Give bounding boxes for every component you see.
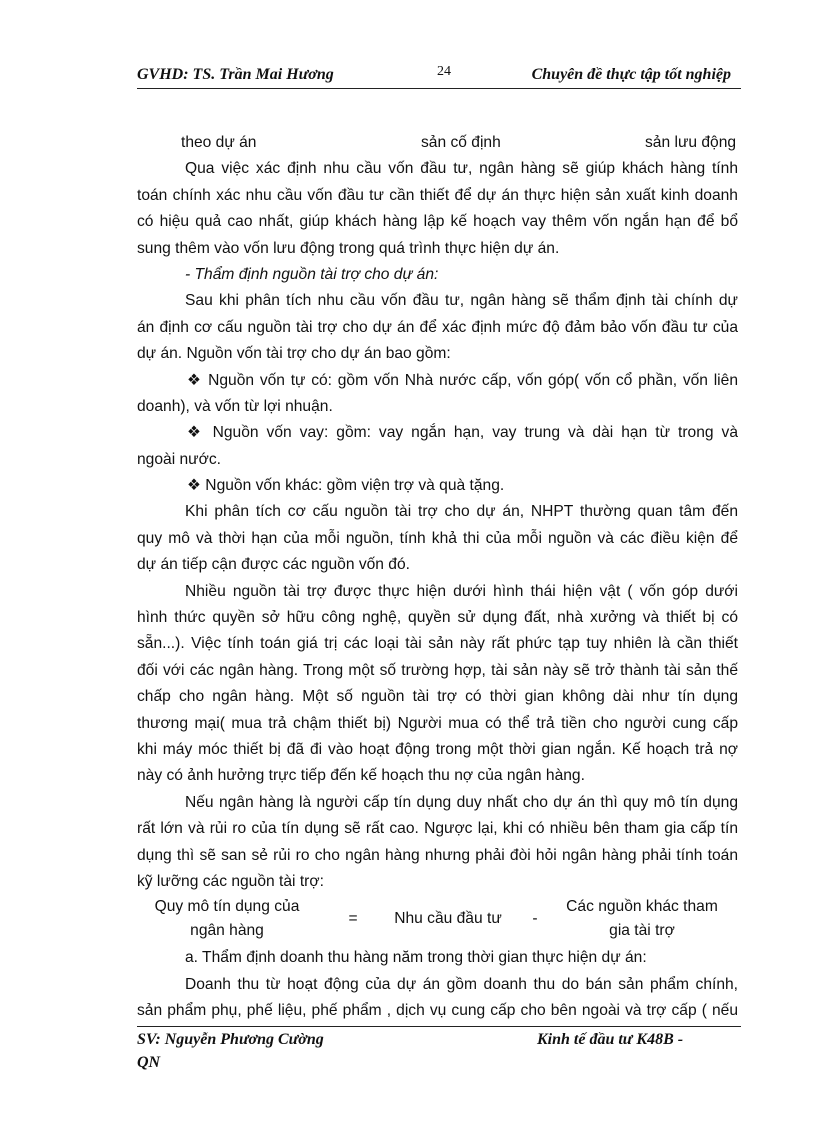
formula-term-other-sources: [557, 895, 727, 943]
text-line: đối với các ngân hàng. Trong một số trường hợp, tài sản này sẽ trở thành tài sản thế: [137, 661, 738, 679]
text-line: án định cơ cấu nguồn tài trợ cho dự án để xác định mức độ đảm bảo vốn đầu tư của: [137, 318, 738, 336]
text-line: có hiệu quả cao nhất, giúp khách hàng lập kế hoạch vay thêm vốn ngắn hạn để bổ: [137, 213, 738, 231]
table-cell: sản lưu động: [645, 134, 737, 151]
text-line: Qua việc xác định nhu cầu vốn đầu tư, ngân hàng sẽ giúp khách hàng tính: [185, 160, 738, 178]
formula-term-line: Các nguồn khác tham: [566, 898, 718, 916]
text-line: sản phẩm phụ, phế liệu, phế phẩm , dịch vụ cung cấp cho bên ngoài và trợ cấp ( nếu: [137, 1002, 738, 1020]
text-line: hình thức quyền sở hữu công nghệ, quyền sử dụng đất, nhà xưởng và thiết bị có: [137, 609, 738, 627]
student-name: SV: Nguyễn Phương Cường: [137, 1031, 324, 1048]
text-line: sẵn...). Việc tính toán giá trị các loại tài sản này rất phức tạp tuy nhiên là cần thiết: [137, 635, 738, 653]
text-line: Nếu ngân hàng là người cấp tín dụng duy nhất cho dự án thì quy mô tín dụng: [185, 793, 738, 811]
page-body: [137, 130, 738, 1025]
text-line: Doanh thu từ hoạt động của dự án gồm doanh thu do bán sản phẩm chính,: [185, 975, 738, 993]
text-line: dụng thì sẽ san sẻ rủi ro cho ngân hàng nhưng phải đòi hỏi ngân hàng phải tính toán: [137, 846, 738, 864]
text-line: rất lớn và rủi ro của tín dụng sẽ rất cao. Ngược lại, khi có nhiều bên tham gia cấp tín: [137, 820, 738, 838]
formula-lhs-line: Quy mô tín dụng của: [154, 898, 300, 916]
section-heading: - Thẩm định nguồn tài trợ cho dự án:: [185, 265, 439, 283]
supervisor-label: GVHD: TS. Trần Mai Hương: [137, 66, 334, 83]
formula-equals: =: [348, 910, 358, 928]
text-line: ngoài nước.: [137, 450, 221, 468]
text-line: Khi phân tích cơ cấu nguồn tài trợ cho dự án, NHPT thường quan tâm đến: [185, 503, 738, 521]
page-footer: [137, 1026, 741, 1071]
credit-formula: [137, 895, 738, 945]
class-label: Kinh tế đầu tư K48B -: [537, 1031, 684, 1048]
page-number: 24: [437, 64, 451, 79]
text-line: chấp cho ngân hàng. Một số nguồn tài trợ có thời gian không dài như tín dụng: [137, 688, 738, 706]
text-line: sung thêm vào vốn lưu động trong quá trình thực hiện dự án.: [137, 239, 560, 257]
formula-term-investment: Nhu cầu đầu tư: [394, 910, 502, 928]
document-title: Chuyên đề thực tập tốt nghiệp: [531, 66, 731, 83]
text-line: này có ảnh hưởng trực tiếp đến kế hoạch thu nợ của ngân hàng.: [137, 767, 585, 785]
text-line: Sau khi phân tích nhu cầu vốn đầu tư, ngân hàng sẽ thẩm định tài chính dự: [185, 292, 738, 310]
text-line: doanh), và vốn từ lợi nhuận.: [137, 397, 333, 415]
table-cell: sản cố định: [421, 134, 501, 151]
bullet-item: ❖ Nguồn vốn khác: gồm viện trợ và quà tặng.: [187, 477, 505, 495]
table-fragment-row: [137, 130, 738, 156]
text-line: dự án tiếp cận được các nguồn vốn đó.: [137, 556, 410, 574]
formula-minus: -: [532, 910, 538, 928]
student-name-continued: QN: [137, 1054, 161, 1071]
text-line: toán chính xác nhu cầu vốn đầu tư cần thiết để dự án thực hiện sản xuất kinh doanh: [137, 186, 738, 204]
page-header: [137, 62, 741, 89]
text-line: Nhiều nguồn tài trợ được thực hiện dưới hình thái hiện vật ( vốn góp dưới: [185, 582, 738, 600]
text-line: khi máy móc thiết bị đã đi vào hoạt động trong một thời gian ngắn. Kế hoạch trả nợ: [137, 740, 738, 758]
table-cell: theo dự án: [181, 134, 257, 151]
text-line: thương mại( mua trả chậm thiết bị) Người mua có thể trả tiền cho người cung cấp: [137, 714, 738, 732]
bullet-item: ❖ Nguồn vốn tự có: gồm vốn Nhà nước cấp, vốn góp( vốn cổ phần, vốn liên: [187, 371, 738, 389]
formula-term-line: gia tài trợ: [609, 922, 675, 940]
formula-lhs-line: ngân hàng: [190, 922, 264, 940]
bullet-item: ❖ Nguồn vốn vay: gồm: vay ngắn hạn, vay trung và dài hạn từ trong và: [187, 424, 738, 442]
formula-lhs: [147, 895, 307, 943]
text-line: dự án. Nguồn vốn tài trợ cho dự án bao gồm:: [137, 345, 451, 363]
subsection-heading: a. Thẩm định doanh thu hàng năm trong thời gian thực hiện dự án:: [185, 949, 647, 967]
text-line: quy mô và thời hạn của mỗi nguồn, tính khả thi của mỗi nguồn và các điều kiện để: [137, 529, 738, 547]
text-line: kỹ lưỡng các nguồn tài trợ:: [137, 872, 324, 890]
